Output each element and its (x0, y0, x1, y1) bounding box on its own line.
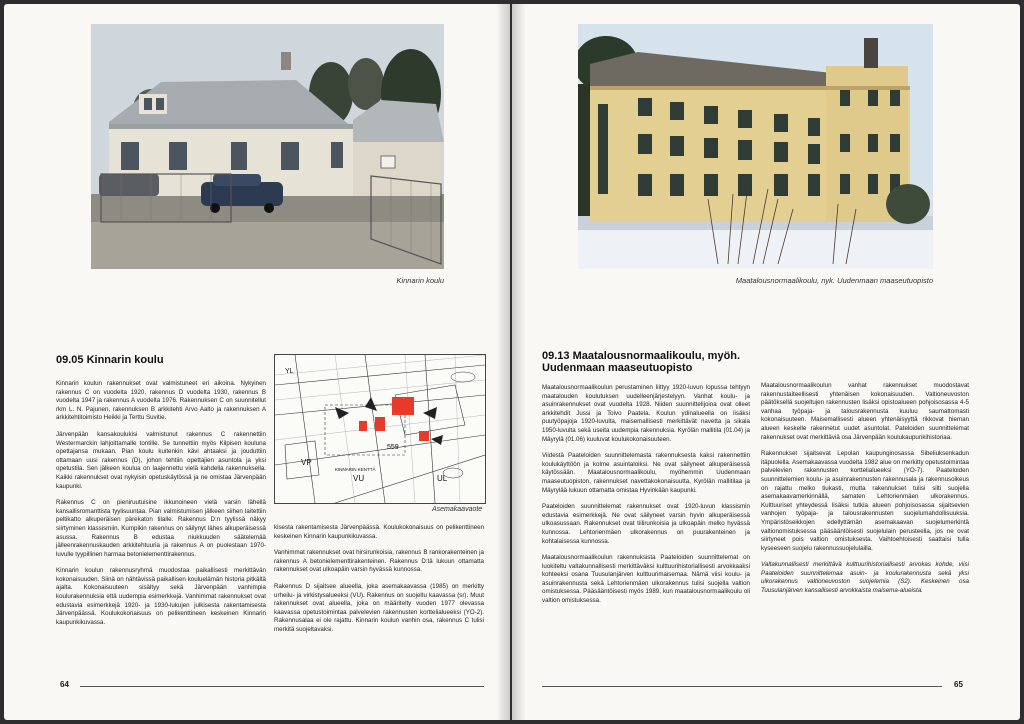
agricultural-school-photo (578, 24, 933, 269)
right-heading (542, 350, 740, 374)
paragraph: Kinnarin koulun rakennukset ovat valmistuneet eri aikoina. Nykyinen rakennus C on vuodelta 1920, rakennus D vuodelta 1930, rakennus B vuodelta 1947 ja rakennus A vuodelta 1976. Rakennuksen C on suunnitellut rkm L. N. Pajunen, rakennuksen B arkkitehti Arvo Aalto ja rakennuksen A arkkitehtitoimisto Heikki ja Terttu Suvitie. (56, 380, 266, 422)
map-label-block: 559 (387, 444, 399, 451)
paragraph: Valtakunnallisesti merkittävä kulttuurihistoriallisesti arvokas kohde, viisi Paateloiden suunnittelemaa asuin- ja koulurakennusta sekä yksi ulkorakennus valtioneuvoston suojelemia (S2). Keskeinen osa Tuusulanjärven kansallisesti arvokkaista maisema-alueista. (761, 561, 969, 595)
kinnari-school-photo (91, 24, 444, 269)
map-caption: Asemakaavaote (432, 506, 483, 513)
right-heading-line-1: 09.13 Maatalousnormaalikoulu, myöh. (542, 350, 741, 362)
left-column-2 (274, 524, 484, 643)
paragraph: Rakennukset sijaitsevat Lepolan kaupunginosassa Sibeliuksenkadun itäpuolella. Asemakaavassa vuodelta 1982 alue on merkitty opetustoimintaa palvelevien rakennusten korttelialueeksi (YO-7). Paateloiden suunnittelemien koulu- ja asuinrakennusten rakennusala ja rakennusoikeus on rajattu melko tiukasti, mutta rakennukset tulisi silti suojella asemakaavamerkinnällä, samaten Lehtorienmäen ulkorakennus. Kulttuuriset yhteydessä lisäksi tutkia alueen pohjoisosassa sijaitsevien vanhojen työpaja- ja talousrakennusten suojelumahdollisuuksia. Ympäristöseikkojen edellyttämän asemakaavan suojelumerkintä valtionomistuksessa pääsääntöisesti suojelulain perusteella, jos ne ovat siirtyneet pois valtion omistuksesta. Vaihtoehtoisesti saattaisi tulla kyseeseen suojelu rakennussuojelulailla. (761, 450, 969, 552)
right-photo-caption: Maatalousnormaalikoulu, nyk. Uudenmaan maaseutuopisto (735, 276, 933, 285)
left-heading: 09.05 Kinnarin koulu (56, 354, 164, 366)
left-page-number: 64 (60, 680, 69, 689)
right-column-2 (761, 382, 969, 604)
paragraph: Viidestä Paateloiden suunnittelemasta rakennuksesta kaksi rakennettiin koulukäyttöön ja kolme asuintaloiksi. Ne ovat säilyneet alkuperäisessä käytössään. Maatalousnormaalikoulu, myöhemmin Uudenmaan maaseutuopiston, rakennukset navettakokonaisuutta, Kyrölän mallitilaa ja Mäyrylää lukuun ottamatta omistaa Hyvinkään kaupunki. (542, 452, 750, 494)
right-page-number: 65 (954, 680, 963, 689)
right-heading-line-2: Uudenmaan maaseutuopisto (542, 362, 693, 374)
paragraph: Rakennus D sijaitsee alueella, joka asemakaavassa (1985) on merkitty urheilu- ja virkistysalueeksi (VU). Rakennus on suojeltu kaavassa (sr). Muut rakennukset ovat alueella, joka on määritelty vuoden 1977 olevassa kaavassa opetustoimintaa palvelevien rakennusten korttelialueeksi (YO-2). Rakennusalaa ei ole rajattu. Kinnarin koulun vanhin osa, rakennus C tulisi merkitä suojeltavaksi. (274, 582, 484, 633)
left-photo-caption: Kinnarin koulu (396, 276, 444, 285)
map-label-vp: VP (301, 458, 312, 467)
paragraph: Maatalousnormaalikoulun rakennuksista Paateloiden suunnittelemat on luokiteltu valtakunnallisesti merkittäväksi kulttuurihistoriallisesti arvokkaaksi kohteeksi osana Tuusulanjärven kulttuurimaisemaa. Nämä viisi koulu- ja asuinrakennusta sekä Lehtorienmäen ulkorakennus tulisi suojella valtion omistuksessa. Pääsääntöisesti myös 1989, kun maatalousnormaalikoulu oli valtion omistuksessa. (542, 554, 750, 605)
right-column-1 (542, 384, 750, 614)
paragraph: Järvenpään kansakoulukisi valmistunut rakennus C rakennettiin Westermarckin lahjoittamalle tontille. Se tunnettiin myös Kilpisen kouluna opettajansa mukaan. Pian koulu kuitenkin kävi ahtaaksi ja jouduttiin ottamaan uusi rakennus (D), johon tehtiin opettajien asuntola ja yksi opetustila. Sen jälkeen koulua on laajennettu vielä kahdella rakennuksella. Kaikki rakennukset ovat nykyisin opetuskäytössä ja ne omistaa Järvenpään kaupunki. (56, 430, 266, 490)
map-label-vu: VU (353, 474, 365, 483)
left-column-1 (56, 380, 266, 635)
paragraph: Vanhimmat rakennukset ovat hirsirunkoisia, rakennus B rankorakenteinen ja rakennus A betonielementtirakenteinen. Rakennus D:tä lukuun ottamatta rakennukset ovat ulkoapäin varsin hyvässä kunnossa. (274, 549, 484, 574)
left-page (4, 4, 510, 720)
left-footer-rule (80, 686, 484, 687)
map-label-yl: YL (285, 368, 294, 375)
right-footer-rule (542, 686, 942, 687)
right-page (512, 4, 1020, 720)
paragraph: Paateloiden suunnittelemat rakennukset ovat 1920-luvun klassismin edustavia esimerkkejä. Ne ovat säilyneet varsin hyvin alkuperäisessä ulkoasussaan. Rakennukset ovat tiilirunkoisia ja ulkoapäin melko hyvässä kunnossa. Lehtorienmäen ulkorakennus on puurakenteinen ja kohtalaisessa kunnossa. (542, 503, 750, 545)
map-label-ul: UL (437, 474, 448, 483)
paragraph: kisesta rakentamisesta Järvenpäässä. Koulukokonaisuus on pelikenttineen keskeinen Kinnarin kaupunkikuvassa. (274, 524, 484, 540)
paragraph: Maatalousnormaalikoulun vanhat rakennukset muodostavat rakennustaiteellisesti yhtenäisen kokonaisuuden. Valtioneuvoston päätöksellä suojeltujen rakennusten lisäksi opistoalueen pohjoisosassa 4-5 vanhaa työpaja- ja talousrakennusta kuuluu saumattomasti kokonaisuuteen. Maisemallisesti alueen yhtenäisyyttä rikkovat hieman alueen keskelle rakennetut uudet asuntolat. Pateloiden suunnittelemat rakennukset ovat merkittäviä osa Järvenpään koulukaupunkihistoriaa. (761, 382, 969, 441)
paragraph: Rakennus C on pieniruutuisine ikkunoineen vielä varsin lähellä kansallisromanttista tyylisuuntaa. Pian valmistumisen jälkeen siihen laitettiin peltikatto alkuperäisen pärekaton tilalle. Rakennus D:n tyylissä näkyy siirtyminen klassismiin. Kumpikin rakennus on säilynyt lähes alkuperäisessä asussa. Rakennus B edustaa niukkuuden säätelemää jälleenrakennuskauden arkkitehtuuria ja rakennus A on puolestaan 1970-luvulle tyypillinen harmaa betonielementtirakennus. (56, 499, 266, 558)
paragraph: Kinnarin koulun rakennusryhmä muodostaa paikallisesti merkittävän kokonaisuuden. Siinä on nähtävissä paikallisen kouluelämän historia pitkältä ajalta. Kokonaisuuteen sisältyy sekä Järvenpään vanhimpia koulurakennuksia että uudempia esimerkkejä. Vanhimmat rakennukset ovat edustavia esimerkkejä 1920- ja 1930-lukujen julkisesta rakentamisesta Järvenpäässä. Koulukokonaisuus on pelikenttineen keskeinen Kinnarin kaupunkikuvassa. (56, 567, 266, 626)
map-label-field: KINNARIN KENTTÄ (335, 467, 376, 472)
site-plan-map (274, 354, 486, 504)
paragraph: Maatalousnormaalikoulun perustaminen liittyy 1920-luvun lopussa tehtyyn maatalouden koulutuksen uudelleenjärjestelyyn. Vanhat koulu- ja asuinrakennukset ovat vuodelta 1928. Niiden suunnittelijoina ovat olleet arkkitehdit Jussi ja Toivo Paatela. Koulun ydinalueella on lisäksi puutyöpajoja 1920-luvulta, maisemallisesti merkittävät navetta ja sikala 1950-luvulta sekä useita uudempia rakennuksia. Kyrölän mallitila (01.04) ja Mäyrylä (01.06) kuuluvat koulukokonaisuuteen. (542, 384, 750, 443)
